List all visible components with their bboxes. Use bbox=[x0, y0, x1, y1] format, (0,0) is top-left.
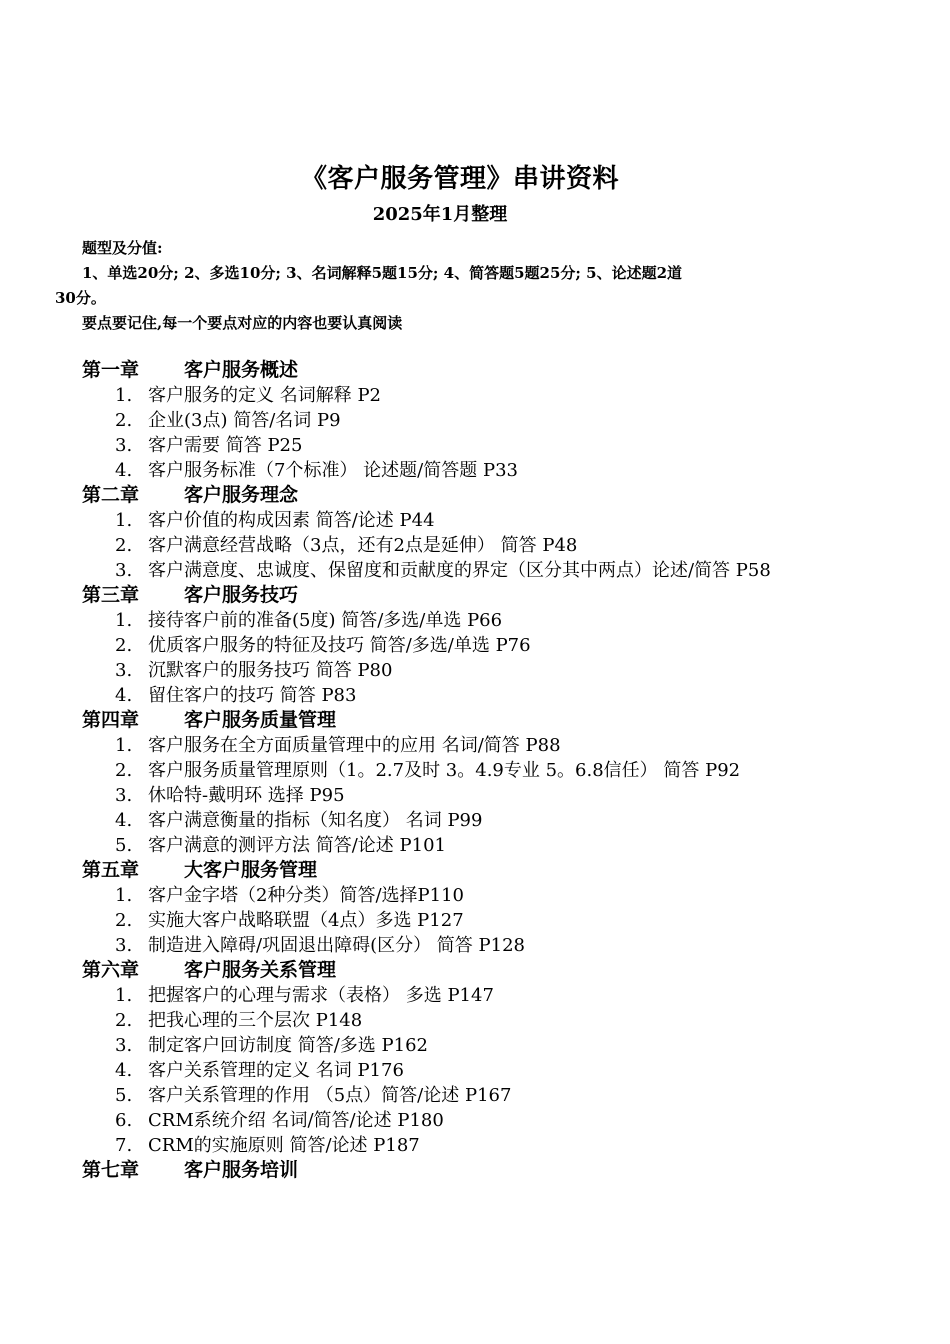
chapter-title: 客户服务质量管理 bbox=[184, 709, 337, 731]
topic-number: 3. bbox=[115, 785, 133, 806]
document-title: 《客户服务管理》串讲资料 bbox=[300, 164, 619, 194]
topic-number: 2. bbox=[115, 1010, 133, 1031]
topic-number: 6. bbox=[115, 1110, 133, 1131]
chapter-number: 第三章 bbox=[82, 584, 140, 606]
topic-item bbox=[82, 908, 872, 933]
chapter-heading bbox=[82, 358, 872, 383]
topic-item bbox=[82, 383, 872, 408]
topic-number: 2. bbox=[115, 535, 133, 556]
topic-text: 企业(3点) 简答/名词 P9 bbox=[148, 410, 341, 431]
topic-number: 4. bbox=[115, 1060, 133, 1081]
topic-item bbox=[82, 658, 872, 683]
topic-text: 接待客户前的准备(5度) 简答/多选/单选 P66 bbox=[148, 610, 503, 631]
chapter-heading bbox=[82, 958, 872, 983]
topic-text: 把我心理的三个层次 P148 bbox=[148, 1010, 363, 1031]
chapter-topic-list bbox=[82, 983, 872, 1158]
topic-item bbox=[82, 1133, 872, 1158]
topic-number: 1. bbox=[115, 985, 133, 1006]
topic-item bbox=[82, 883, 872, 908]
question-types-heading: 题型及分值: bbox=[82, 239, 163, 257]
topic-text: 客户满意衡量的指标（知名度） 名词 P99 bbox=[148, 810, 483, 831]
topic-number: 4. bbox=[115, 685, 133, 706]
topic-item bbox=[82, 733, 872, 758]
topic-number: 2. bbox=[115, 760, 133, 781]
topic-text: 把握客户的心理与需求（表格） 多选 P147 bbox=[148, 985, 494, 1006]
chapter-outline bbox=[82, 358, 872, 1183]
topic-number: 2. bbox=[115, 910, 133, 931]
topic-item bbox=[82, 833, 872, 858]
topic-item bbox=[82, 1058, 872, 1083]
chapter-heading bbox=[82, 1158, 872, 1183]
topic-text: 客户满意度、忠诚度、保留度和贡献度的界定（区分其中两点）论述/简答 P58 bbox=[148, 560, 771, 581]
exam-info bbox=[55, 236, 885, 336]
topic-item bbox=[82, 508, 872, 533]
chapter-title: 客户服务理念 bbox=[184, 484, 299, 506]
topic-number: 2. bbox=[115, 410, 133, 431]
topic-number: 5. bbox=[115, 835, 133, 856]
topic-text: 优质客户服务的特征及技巧 简答/多选/单选 P76 bbox=[148, 635, 531, 656]
topic-number: 4. bbox=[115, 810, 133, 831]
topic-text: 客户服务在全方面质量管理中的应用 名词/简答 P88 bbox=[148, 735, 561, 756]
topic-number: 3. bbox=[115, 1035, 133, 1056]
chapter-title: 客户服务技巧 bbox=[184, 584, 299, 606]
chapter-topic-list bbox=[82, 733, 872, 858]
topic-text: 休哈特-戴明环 选择 P95 bbox=[148, 785, 345, 806]
topic-text: 实施大客户战略联盟（4点）多选 P127 bbox=[148, 910, 464, 931]
topic-number: 5. bbox=[115, 1085, 133, 1106]
topic-text: CRM的实施原则 简答/论述 P187 bbox=[148, 1135, 420, 1156]
topic-number: 3. bbox=[115, 560, 133, 581]
topic-number: 7. bbox=[115, 1135, 133, 1156]
document-subtitle: 2025年1月整理 bbox=[372, 204, 508, 225]
topic-number: 1. bbox=[115, 735, 133, 756]
topic-number: 3. bbox=[115, 435, 133, 456]
chapter-number: 第二章 bbox=[82, 484, 140, 506]
topic-number: 1. bbox=[115, 885, 133, 906]
topic-item bbox=[82, 683, 872, 708]
topic-text: 客户关系管理的定义 名词 P176 bbox=[148, 1060, 404, 1081]
chapter-number: 第四章 bbox=[82, 709, 140, 731]
chapter-heading bbox=[82, 583, 872, 608]
topic-item bbox=[82, 808, 872, 833]
topic-text: 客户满意的测评方法 简答/论述 P101 bbox=[148, 835, 446, 856]
chapter-title: 客户服务概述 bbox=[184, 359, 299, 381]
chapter-title: 客户服务培训 bbox=[184, 1159, 299, 1181]
topic-item bbox=[82, 1033, 872, 1058]
topic-number: 1. bbox=[115, 385, 133, 406]
topic-text: 客户金字塔（2种分类）简答/选择P110 bbox=[148, 885, 464, 906]
topic-item bbox=[82, 758, 872, 783]
topic-number: 3. bbox=[115, 935, 133, 956]
topic-item bbox=[82, 983, 872, 1008]
chapter-topic-list bbox=[82, 508, 872, 583]
topic-text: 制定客户回访制度 简答/多选 P162 bbox=[148, 1035, 428, 1056]
topic-text: 留住客户的技巧 简答 P83 bbox=[148, 685, 357, 706]
reading-note: 要点要记住,每一个要点对应的内容也要认真阅读 bbox=[82, 314, 403, 332]
chapter-number: 第五章 bbox=[82, 859, 140, 881]
topic-item bbox=[82, 783, 872, 808]
chapter-heading bbox=[82, 858, 872, 883]
topic-text: 客户满意经营战略（3点，还有2点是延伸） 简答 P48 bbox=[148, 535, 578, 556]
chapter-number: 第六章 bbox=[82, 959, 140, 981]
topic-item bbox=[82, 433, 872, 458]
topic-text: 制造进入障碍/巩固退出障碍(区分） 简答 P128 bbox=[148, 935, 525, 956]
topic-text: 客户价值的构成因素 简答/论述 P44 bbox=[148, 510, 435, 531]
topic-item bbox=[82, 933, 872, 958]
topic-number: 2. bbox=[115, 635, 133, 656]
chapter-title: 大客户服务管理 bbox=[184, 859, 318, 881]
topic-item bbox=[82, 408, 872, 433]
topic-item bbox=[82, 458, 872, 483]
topic-text: 客户关系管理的作用 （5点）简答/论述 P167 bbox=[148, 1085, 512, 1106]
topic-text: 沉默客户的服务技巧 简答 P80 bbox=[148, 660, 393, 681]
topic-text: 客户服务标准（7个标准） 论述题/简答题 P33 bbox=[148, 460, 518, 481]
topic-item bbox=[82, 533, 872, 558]
chapter-number: 第七章 bbox=[82, 1159, 140, 1181]
topic-number: 4. bbox=[115, 460, 133, 481]
topic-item bbox=[82, 633, 872, 658]
chapter-number: 第一章 bbox=[82, 359, 140, 381]
scoring-line-2: 30分。 bbox=[55, 289, 106, 307]
chapter-topic-list bbox=[82, 883, 872, 958]
topic-number: 3. bbox=[115, 660, 133, 681]
topic-item bbox=[82, 1008, 872, 1033]
topic-text: CRM系统介绍 名词/简答/论述 P180 bbox=[148, 1110, 444, 1131]
topic-item bbox=[82, 558, 872, 583]
topic-number: 1. bbox=[115, 510, 133, 531]
topic-number: 1. bbox=[115, 610, 133, 631]
topic-text: 客户服务质量管理原则（1。2.7及时 3。4.9专业 5。6.8信任） 简答 P92 bbox=[148, 760, 741, 781]
topic-item bbox=[82, 608, 872, 633]
chapter-heading bbox=[82, 483, 872, 508]
chapter-heading bbox=[82, 708, 872, 733]
chapter-topic-list bbox=[82, 608, 872, 708]
scoring-line-1: 1、单选20分; 2、多选10分; 3、名词解释5题15分; 4、简答题5题25分; 5、论述题2道 bbox=[82, 264, 683, 282]
topic-text: 客户需要 简答 P25 bbox=[148, 435, 303, 456]
topic-item bbox=[82, 1108, 872, 1133]
chapter-title: 客户服务关系管理 bbox=[184, 959, 337, 981]
chapter-topic-list bbox=[82, 383, 872, 483]
topic-item bbox=[82, 1083, 872, 1108]
topic-text: 客户服务的定义 名词解释 P2 bbox=[148, 385, 382, 406]
